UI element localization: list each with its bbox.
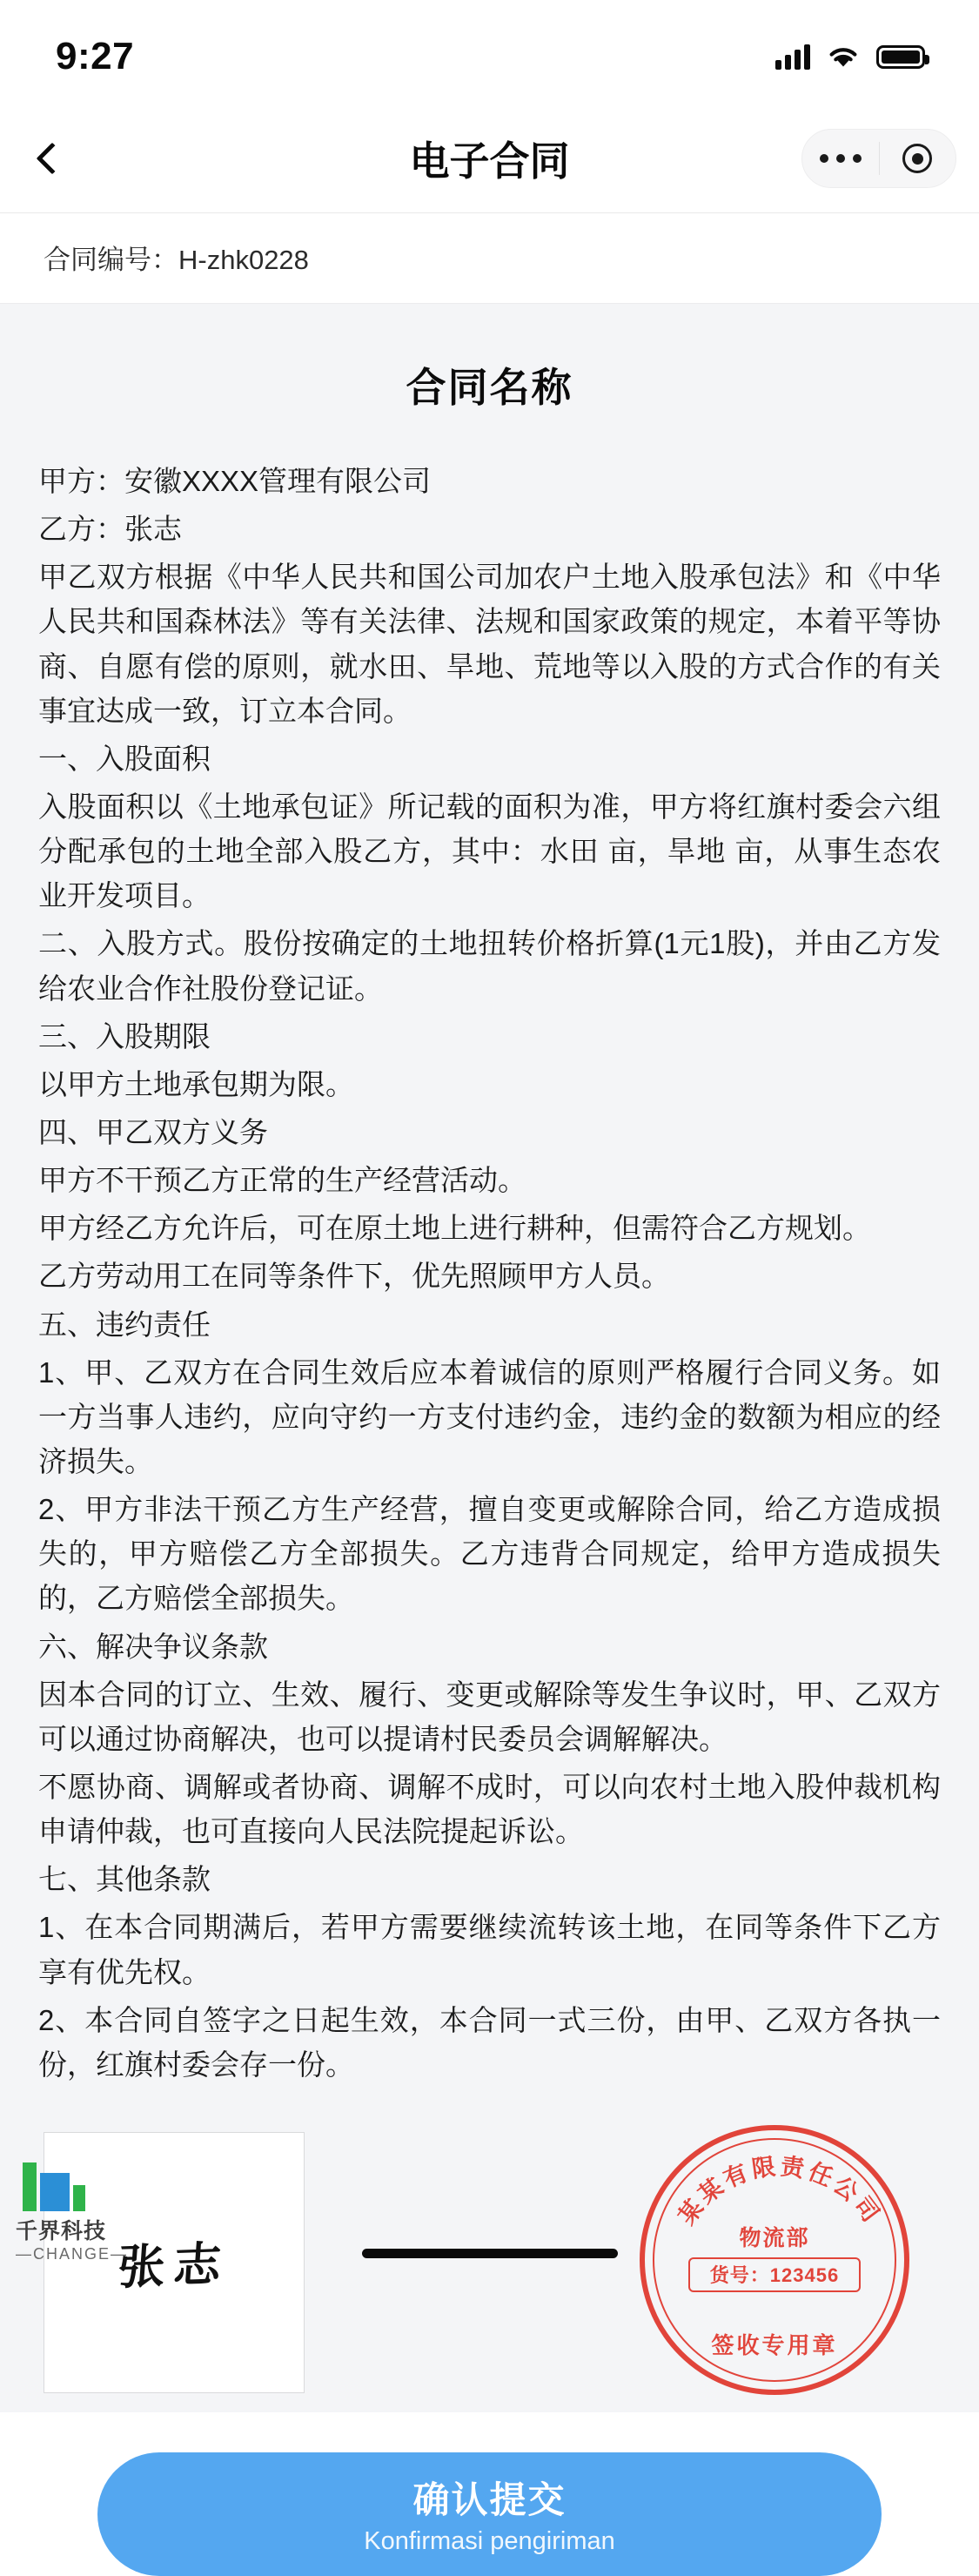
brand-name-cn: 千界科技 [16,2219,107,2243]
home-indicator[interactable] [362,2249,618,2258]
doc-paragraph: 甲乙双方根据《中华人民共和国公司加农户土地入股承包法》和《中华人民共和国森林法》等有关法律、法规和国家政策的规定，本着平等协商、自愿有偿的原则，就水田、旱地、荒地等以入股的方式合作的有关事宜达成一致，订立本合同。 [38,561,941,727]
doc-paragraph: 甲方经乙方允许后，可在原土地上进行耕种，但需符合乙方规划。 [38,1212,871,1245]
stamp-number-box: 货号：123456 [688,2257,861,2292]
status-bar [0,0,979,104]
stamp-bottom-label: 签收专用章 [711,2331,838,2358]
wifi-icon [826,44,861,70]
brand-logo-icon [16,2157,164,2263]
doc-paragraph: 入股面积以《土地承包证》所记载的面积为准，甲方将红旗村委会六组分配承包的土地全部入股乙方，其中：水田 亩，旱地 亩，从事生态农业开发项目。 [38,790,941,912]
contract-number: 合同编号：H-zhk0228 [0,213,979,304]
doc-paragraph: 甲方不干预乙方正常的生产经营活动。 [38,1164,526,1197]
submit-area [0,2412,979,2576]
cellular-signal-icon [775,44,810,70]
doc-paragraph: 乙方：张志 [38,513,182,546]
doc-paragraph: 2、甲方非法干预乙方生产经营，擅自变更或解除合同，给乙方造成损失的，甲方赔偿乙方全部损失。乙方违背合同规定，给甲方造成损失的，乙方赔偿全部损失。 [38,1493,941,1615]
doc-paragraph: 五、违约责任 [38,1308,211,1341]
battery-full-icon [876,45,925,69]
chevron-left-icon [37,143,69,175]
logo-mark [23,2157,164,2211]
target-circle-icon[interactable] [880,144,956,173]
doc-paragraph: 七、其他条款 [38,1863,211,1896]
doc-paragraph: 不愿协商、调解或者协商、调解不成时，可以向农村土地入股仲裁机构申请仲裁，也可直接向人民法院提起诉讼。 [38,1770,941,1848]
document-title: 合同名称 [406,365,573,410]
back-button[interactable] [0,104,104,212]
doc-paragraph: 2、本合同自签字之日起生效，本合同一式三份，由甲、乙双方各执一份，红旗村委会存一份。 [38,2003,941,2081]
confirm-submit-button[interactable] [97,2452,882,2576]
stamp-middle-label: 物流部 [739,2225,810,2250]
doc-paragraph: 三、入股期限 [38,1019,211,1053]
signature-text: 张志 [116,2236,232,2296]
nav-bar [0,104,979,213]
contract-document [0,304,979,2412]
more-dots-icon[interactable] [802,154,879,163]
page-title: 电子合同 [409,138,570,184]
status-time: 9:27 [56,35,135,77]
doc-paragraph: 因本合同的订立、生效、履行、变更或解除等发生争议时，甲、乙双方可以通过协商解决，也可以提请村民委员会调解解决。 [38,1678,941,1755]
doc-paragraph: 六、解决争议条款 [38,1630,268,1663]
mini-program-capsule [801,129,956,188]
doc-paragraph: 乙方劳动用工在同等条件下，优先照顾甲方人员。 [38,1260,670,1293]
doc-paragraph: 以甲方土地承包期为限。 [38,1067,354,1100]
doc-paragraph: 一、入股面积 [38,742,211,775]
doc-paragraph: 甲方：安徽XXXX管理有限公司 [38,465,432,497]
footer [0,2129,979,2277]
brand-name-en: —CHANGE— [16,2245,129,2263]
submit-label-id: Konfirmasi pengiriman [364,2527,615,2556]
doc-paragraph: 1、甲、乙双方在合同生效后应本着诚信的原则严格履行合同义务。如一方当事人违约，应向守约一方支付违约金，违约金的数额为相应的经济损失。 [38,1355,941,1477]
doc-paragraph: 四、甲乙双方义务 [38,1115,268,1148]
doc-paragraph: 二、入股方式。股份按确定的土地扭转价格折算(1元1股)，并由乙方发给农业合作社股份登记证。 [38,927,941,1005]
status-icons [775,35,925,70]
doc-paragraph: 1、在本合同期满后，若甲方需要继续流转该土地，在同等条件下乙方享有优先权。 [38,1911,941,1988]
submit-label-cn: 确认提交 [412,2479,567,2521]
stamp-arc-label: 某某有限责任公司 [673,2153,887,2230]
